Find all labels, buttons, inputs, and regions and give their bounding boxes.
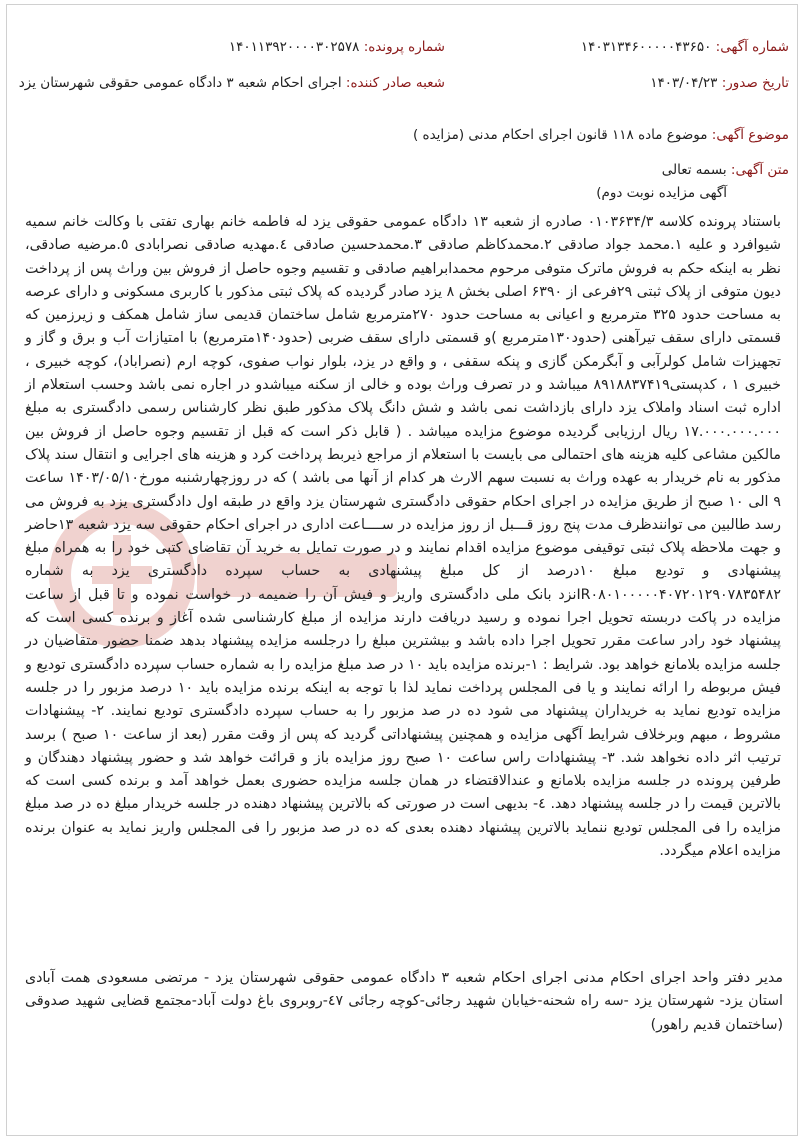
ad-number — [581, 39, 789, 55]
case-number — [229, 39, 445, 55]
issue-date-label: تاریخ صدور: — [721, 75, 789, 91]
ad-text-label: متن آگهی: — [730, 162, 789, 178]
ad-number-value: ۱۴۰۳۱۳۴۶۰۰۰۰۰۴۳۶۵۰ — [580, 39, 712, 55]
ad-subject-value: موضوع ماده ۱۱۸ قانون اجرای احکام مدنی (مزایده ) — [412, 127, 708, 143]
ad-text-subheading — [596, 185, 727, 201]
ad-text-line1: بسمه تعالی — [661, 162, 727, 178]
issue-date-value: ۱۴۰۳/۰۴/۲۳ — [650, 75, 718, 91]
ad-footer: مدیر دفتر واحد اجرای احکام مدنی اجرای احکام شعبه ۳ دادگاه عمومی حقوقی شهرستان یزد - مرتضی مسعودی همت آبادی استان یزد- شهرستان یزد -سه راه شحنه-خیابان شهید رجائی-کوچه رجائی ٤۷-روبروی باغ دولت آباد-مجتمع قضایی شهید صدوقی (ساختمان قدیم راهور) — [25, 970, 783, 1033]
ad-number-label: شماره آگهی: — [715, 39, 789, 55]
ad-subject-label: موضوع آگهی: — [711, 127, 789, 143]
ad-subject — [413, 127, 789, 143]
ad-body: باستناد پرونده کلاسه ۰۱۰۳۶۳۴/۳ صادره از شعبه ۱۳ دادگاه عمومی حقوقی یزد له فاطمه خانم بهاری تفتی با وکالت خانم سمیه شیوافرد و علیه ۱.محمد جواد صادقی ۲.محمدکاظم صادقی ۳.محمدحسین صادقی ٤.مهدیه صادقی نصرابادی ٥.مرضیه صادقی، نظر به اینکه حکم به فروش ماترک متوفی مرحوم محمدابراهیم صادقی و تقسیم وجوه حاصل از فروش بین وراث پس از پرداخت دیون متوفی از پلاک ثبتی ۲۹فرعی از ۶۳۹۰ اصلی بخش ۸ یزد صادر گردیده که پلاک ثبتی مذکور با کاربری مسکونی و دارای عرصه به مساحت حدود ۳۲۵ مترمربع و اعیانی به مساحت حدود ۲۷۰مترمربع شامل ساختمان قدیمی ساز شامل همکف و زیرزمین که قسمتی دارای سقف تیرآهنی (حدود۱۳۰مترمربع )و قسمتی دارای سقف ضربی (حدود۱۴۰مترمربع) با امتیازات آب و برق و گاز و تجهیزات شامل کولرآبی و آبگرمکن گازی و پنکه سقفی ، و واقع در یزد، بلوار نواب صفوی، کوچه ارم (نصراباد)، کوچه خبیری ، خبیری ۱ ، کدپستی۸۹۱۸۸۳۷۴۱۹ میباشد و در تصرف وراث بوده و خالی از سکنه میباشدو در اجاره نمی باشد وحسب استعلام از اداره ثبت اسناد واملاک یزد دارای بازداشت نمی باشد و شش دانگ پلاک مذکور طبق نظر کارشناس رسمی دادگستری به مبلغ ۱۷.۰۰۰.۰۰۰.۰۰۰ ریال ارزیابی گردیده موضوع مزایده میباشد . ( قابل ذکر است که قبل از تقسیم وجوه حاصل از فروش بین مالکین مشاعی کلیه هزینه های احتمالی می بایست با استعلام از مراجع ذیربط پرداخت کرد و هزینه های اجرایی و انتقال سند پلاک مذکور به نام خریدار به عهده وراث به نسبت سهم الارث هر کدام از آنها می باشد ) که در روزچهارشنبه مورخ۱۴۰۳/۰۵/۱۰ ساعت ۹ الی ۱۰ صبح از طریق مزایده در اجرای احکام حقوقی دادگستری شهرستان یزد واقع در طبقه اول دادگستری یزد به فروش می رسد طالبین می توانندظرف مدت پنج روز قـــبل از روز مزایده در ســــاعت اداری در اجرای احکام حقوقی سه یزد شعبه ۱۳حاضر و جهت ملاحظه پلاک ثبتی توقیفی موضوع مزایده اقدام نمایند و در صورت تمایل به خرید آن تقاضای کتبی خود را به همراه مبلغ پیشنهادی و تودیع مبلغ ۱۰درصد از کل مبلغ پیشنهادی به حساب سپرده دادگستری یزد به شماره IR۰۸۰۱۰۰۰۰۰۴۰۷۲۰۱۲۹۰۷۸۳۵۴۸۲نزد بانک ملی دادگستری واریز و فیش آن را ضمیمه در خواست نموده و تا قبل از ساعت مزایده در پاکت دربسته تحویل اجرا نموده و رسید دریافت دارند مزایده از مبلغ کارشناسی شده آغاز و برنده کسی است که پیشنهاد خود رادر ساعت مقرر تحویل اجرا داده باشد و بیشترین مبلغ را درجلسه مزایده پیشنهاد بدهد ضمنا حضور متقاضیان در جلسه مزایده بلامانع خواهد بود. شرایط : ۱-برنده مزایده باید ۱۰ در صد مبلغ مزایده را به شماره حساب سپرده دادگستری تودیع و فیش مربوطه را ارائه نمایند و یا فی المجلس پرداخت نماید لذا با توجه به اینکه برنده مزایده باید ۱۰ درصد مزبور را در جلسه مزایده تودیع نماید به خریداران پیشنهاد می شود ده در صد مزبور را به حساب سپرده دادگستری تودیع نمایند. ۲- پیشنهادات مشروط ، مبهم وبرخلاف شرایط آگهی مزایده و همچنین پیشنهاداتی گردید که پس از وقت مقرر (بعد از ساعت ۱۰ صبح ) برسد ترتیب اثر داده نخواهد شد. ۳- پیشنهادات راس ساعت ۱۰ صبح روز مزایده باز و قرائت خواهد شد و حضور پیشنهاد دهندگان و طرفین پرونده در جلسه مزایده بلامانع و عندالاقتضاء در همان جلسه مزایده حضوری بعمل خواهد آمد و برنده کسی است که بالاترین قیمت را در جلسه پیشنهاد دهد. ٤- بدیهی است در صورتی که بالاترین پیشنهاد دهنده در جلسه خریدار مبلغ ده در صد مبلغ مزایده را فی المجلس تودیع ننماید بالاترین پیشنهاد دهنده بعدی که ده در صد مزبور را فی المجلس واریز نماید به عنوان برنده مزایده اعلام میگردد. — [25, 214, 782, 860]
ad-text-heading — [662, 162, 789, 178]
issuing-branch-value: اجرای احکام شعبه ۳ دادگاه عمومی حقوقی شهرستان یزد — [18, 75, 342, 91]
ad-document — [6, 4, 798, 1136]
case-number-value: ۱۴۰۱۱۳۹۲۰۰۰۰۳۰۲۵۷۸ — [228, 39, 360, 55]
issuing-branch — [19, 75, 445, 91]
issue-date — [650, 75, 789, 91]
case-number-label: شماره پرونده: — [363, 39, 445, 55]
issuing-branch-label: شعبه صادر کننده: — [345, 75, 445, 91]
ad-text-line2: آگهی مزایده نوبت دوم) — [596, 185, 727, 201]
